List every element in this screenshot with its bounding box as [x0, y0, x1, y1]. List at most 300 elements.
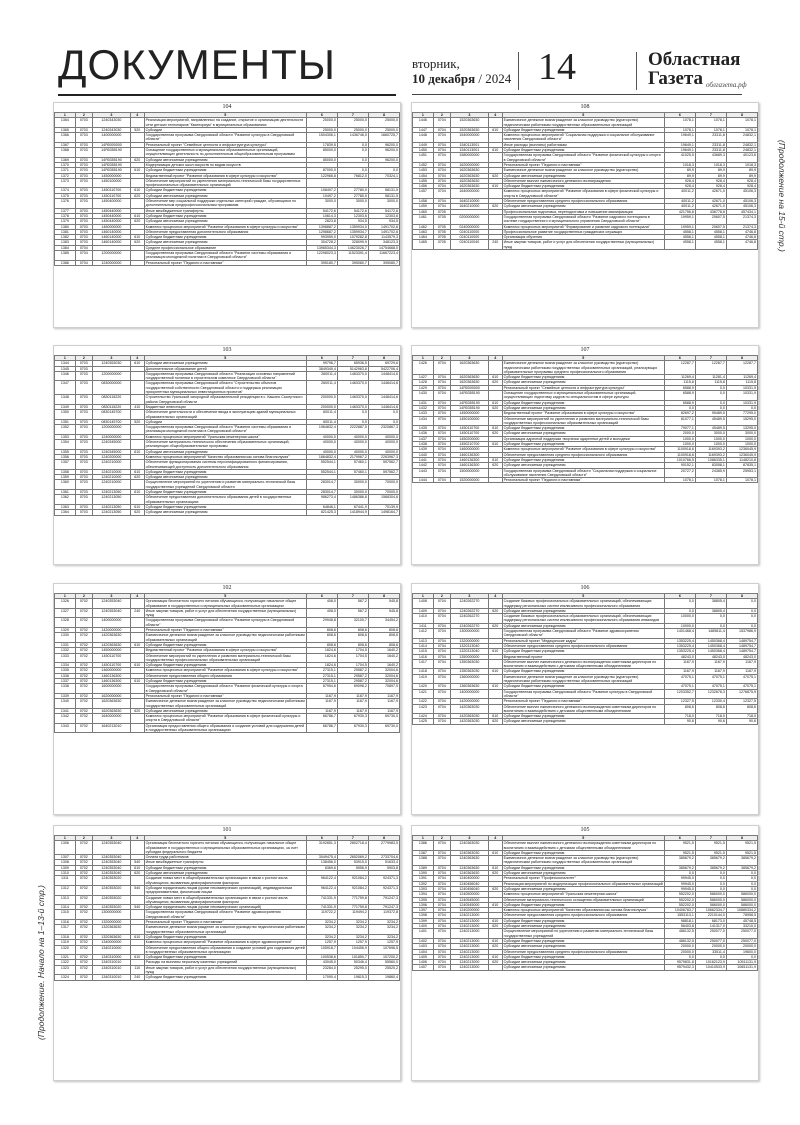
table-cell: 0703	[75, 361, 92, 366]
table-cell: 1000,0	[726, 442, 757, 447]
table-cell: 2179967,2	[337, 454, 368, 459]
table-cell: Субсидии автономным учреждениям	[144, 157, 306, 162]
table-cell: 1317	[55, 925, 76, 935]
table-cell: 1486386,8	[337, 495, 368, 505]
table-cell: 5422706,4	[368, 366, 399, 371]
table-cell: Субсидии бюджетным учреждениям	[144, 663, 306, 668]
table-cell: 108497,2	[306, 188, 337, 193]
table-cell: 42671,0	[695, 189, 726, 199]
table-cell: 0,0	[695, 886, 726, 891]
table-cell: 1200000000	[92, 371, 130, 381]
table-cell: 1430	[413, 391, 434, 401]
table-cell: 1240345000	[92, 440, 130, 450]
table-cell: 9521,5	[726, 850, 757, 855]
table-cell: 3234,2	[337, 934, 368, 939]
table-cell: 0704	[433, 902, 450, 907]
table-cell: 718,0	[664, 714, 695, 719]
table-cell: 567,2	[337, 608, 368, 618]
column-number: 6	[306, 356, 337, 361]
table-cell: Иные расходы (выплаты) работникам	[502, 142, 664, 147]
table-cell: 10000,0	[664, 614, 695, 624]
table-cell: 0704	[433, 436, 450, 441]
table-cell: 20000,0	[695, 944, 726, 949]
table-cell: 29948,8	[306, 618, 337, 628]
table-cell: 1372	[55, 173, 76, 178]
table-cell: 1333	[55, 653, 76, 663]
table-cell: 0702	[75, 708, 92, 713]
column-number: 2	[75, 836, 92, 841]
table-cell: 40011,2	[664, 199, 695, 204]
table-cell: Государственная программа Свердловской области "Развитие здравоохранения Свердловской области"	[144, 910, 306, 920]
table-cell: Субсидии автономным учреждениям	[144, 475, 306, 480]
table-cell: 87000,0	[306, 168, 337, 173]
table-cell: 23311,8	[695, 142, 726, 147]
table-cell: 29587,2	[337, 679, 368, 684]
table-cell: 2000,0	[664, 431, 695, 436]
table-cell: Обеспечение предоставления среднего профессионального образования	[502, 199, 664, 204]
table-cell: 0704	[433, 133, 450, 143]
table-cell: 10331,9	[726, 391, 757, 401]
table-cell: 1373	[55, 178, 76, 188]
table-cell: 1369	[55, 157, 76, 162]
table-cell: 1169393,2	[695, 452, 726, 457]
table-cell: 10410533,9	[695, 965, 726, 970]
table-cell: Обеспечение предоставления среднего профессионального образования	[502, 913, 664, 918]
table-cell: Региональный проект "Семейные ценности и инфраструктура культуры"	[502, 385, 664, 390]
table-cell: 0702	[75, 841, 92, 855]
table-cell: Бюджетные инвестиции	[144, 404, 306, 409]
table-cell: 38805,4	[695, 608, 726, 613]
table-cell: 0704	[433, 127, 450, 132]
table-cell: 0,0	[695, 881, 726, 886]
table-cell: 79077,1	[664, 426, 695, 431]
table-cell: 10406783,7	[664, 908, 695, 913]
table-cell: 385679,2	[726, 856, 757, 866]
table-cell: 25000,0	[368, 118, 399, 128]
table-cell: 1409	[413, 608, 434, 613]
table-cell: 0702	[75, 855, 92, 860]
table-cell: 928,4	[695, 178, 726, 183]
table-cell: 0,0	[695, 876, 726, 881]
table-cell	[130, 945, 144, 955]
table-cell: Обеспечение функционирования системы персонифицированного финансирования, обеспечивающей доступность дополнительного образования	[144, 460, 306, 470]
table-cell: 1450110700	[450, 431, 488, 436]
table-cell: 1329	[55, 628, 76, 633]
table-cell	[130, 653, 144, 663]
table-cell	[130, 618, 144, 628]
table-cell: 1276875,9	[726, 689, 757, 699]
table-cell: 14Я0355190	[92, 162, 130, 167]
table-cell: 1078,1	[726, 118, 757, 128]
table-cell: 808,6	[664, 704, 695, 714]
table-cell: 20607,5	[695, 214, 726, 224]
table-row	[413, 856, 758, 866]
column-number: 8	[368, 356, 399, 361]
table-cell: 10614,3	[306, 213, 337, 218]
table-cell: Субсидии бюджетным учреждениям	[502, 954, 664, 959]
table-cell: 1115,8	[695, 380, 726, 385]
table-cell: 620	[488, 623, 502, 628]
table-cell: 0704	[433, 162, 450, 167]
column-number: 1	[55, 113, 76, 118]
table-cell: 1200000000	[92, 251, 130, 261]
column-number: 4	[130, 836, 144, 841]
table-cell: 0703	[75, 395, 92, 405]
table-cell: Обеспечение мероприятий по укреплению материально-технической базы государственных профессиональных образовательных организаций	[144, 178, 306, 188]
table-cell: 1540000000	[450, 133, 488, 143]
table-cell: Субсидии автономным учреждениям	[502, 719, 664, 724]
table-cell	[488, 614, 502, 624]
table-cell: 0,0	[664, 871, 695, 876]
table-cell: 0703	[75, 224, 92, 229]
column-number: 3	[450, 836, 488, 841]
table-cell: 98818,1	[664, 918, 695, 923]
table-cell: Ежемесячное денежное вознаграждение за классное руководство педагогическим работникам государственных образовательных организаций	[145, 699, 305, 708]
table-cell: 1115,8	[726, 380, 757, 385]
table-cell: 552202,0	[664, 892, 695, 897]
table-cell: 808,6	[337, 642, 368, 647]
table-cell: 1620363630	[450, 173, 488, 178]
table-cell	[130, 684, 144, 694]
table-cell: 1420363630	[92, 633, 130, 643]
table-cell: 0704	[433, 949, 450, 954]
table-row	[55, 381, 400, 395]
table-cell: 1018,3	[726, 162, 757, 167]
table-cell: 1316	[55, 920, 76, 925]
table-cell: 1450000000	[92, 648, 130, 653]
table-cell: 19649,1	[664, 148, 695, 153]
table-cell: 0704	[433, 426, 450, 431]
table-cell: Субсидии бюджетным учреждениям	[144, 865, 306, 870]
table-cell: 1398887,2	[306, 224, 337, 229]
column-number: 4	[488, 113, 502, 118]
column-number: 6	[306, 594, 337, 599]
table-cell: Строительство Уральской загородной образовательной резиденции в с. Кашино Сысертского района Свердловской области	[144, 395, 306, 405]
table-cell: 90,6	[695, 719, 726, 724]
table-cell: Обеспечение мер социальной поддержки отдельных категорий граждан, обучающихся по дополнительным предпрофессиональным программам	[144, 199, 306, 209]
table-cell: Субсидии бюджетным учреждениям	[502, 865, 664, 870]
brand-site: облгазета.рф	[706, 81, 747, 89]
table-cell: 0705	[433, 209, 450, 214]
table-cell: 11667223,4	[368, 251, 399, 261]
column-number: 8	[368, 836, 399, 841]
table-cell: 104456,9	[337, 945, 368, 955]
table-cell: 2222887,5	[337, 425, 368, 435]
table-cell: Обеспечение предоставления общего образования	[144, 673, 306, 678]
table-cell: 1240353020	[92, 876, 130, 886]
table-cell: 964122,4	[306, 876, 337, 886]
table-cell: 0704	[433, 876, 450, 881]
document-page	[411, 583, 759, 815]
table-cell: 1320000000	[92, 920, 130, 925]
table-row	[55, 118, 400, 128]
table-cell: 0,0	[726, 954, 757, 959]
table-cell: 0704	[433, 447, 450, 452]
table-cell	[488, 478, 502, 483]
table-row	[413, 689, 758, 699]
table-cell: 0703	[75, 148, 92, 158]
table-cell: 1167,9	[695, 659, 726, 669]
table-cell: 986273,4	[306, 495, 337, 505]
table-cell: 1240545000	[450, 902, 488, 907]
table-cell: Субсидии автономным учреждениям	[144, 510, 306, 515]
table-cell: 0702	[75, 599, 92, 609]
table-cell: 60011,4	[306, 410, 337, 420]
table-cell: 0702	[75, 673, 92, 678]
table-cell: 0703	[75, 229, 92, 234]
table-cell: 1426	[413, 361, 434, 375]
table-cell: 66786,7	[306, 723, 337, 733]
table-cell: 12287,7	[695, 361, 726, 375]
table-cell: 771759,8	[337, 895, 368, 905]
table-cell: 0702	[75, 975, 92, 980]
table-cell: 1403	[413, 944, 434, 949]
column-number: 1	[413, 836, 434, 841]
table-cell: 1620363630	[450, 361, 488, 375]
table-cell: 0702	[75, 920, 92, 925]
table-cell: Обеспечение выплат ежемесячного денежного вознаграждения советникам директоров по воспитанию и взаимодействию с детскими общественными объединениями	[502, 841, 664, 851]
table-cell: Обеспечение выплат ежемесячного денежного вознаграждения советникам директоров по воспитанию и взаимодействию с детскими общественными объединениями	[502, 704, 664, 714]
column-number: 5	[502, 356, 664, 361]
table-cell: 1328	[55, 618, 76, 628]
table-cell: 1000,0	[664, 442, 695, 447]
table-cell: Профессиональная подготовка, переподготовка и повышение квалификации	[502, 209, 664, 214]
table-cell: 0702	[75, 714, 92, 724]
table-cell: 12303,6	[337, 213, 368, 218]
table-cell: Государственная программа Свердловской области "Развитие физической культуры и спорта в Свердловской области"	[144, 684, 306, 694]
table-cell: 69730,0	[368, 723, 399, 733]
table-cell: Субсидии автономным учреждениям	[502, 463, 664, 468]
table-cell: Организация адресной поддержки творчески одаренных детей и молодежи	[502, 436, 664, 441]
table-cell: 1429	[413, 385, 434, 390]
table-cell: 0703	[75, 495, 92, 505]
table-cell: 87835,1	[726, 463, 757, 468]
table-cell: 1240353040	[92, 855, 130, 860]
table-cell: 620	[488, 719, 502, 724]
table-cell: 540	[130, 905, 144, 910]
table-cell: Субсидии бюджетным учреждениям	[502, 938, 664, 943]
column-number: 1	[413, 113, 434, 118]
table-cell: Ежемесячное денежное вознаграждение за классное руководство (кураторство) педагогическим работникам государственных образовательных организаций	[502, 118, 664, 128]
table-cell: 1344	[55, 361, 76, 366]
table-cell: Субсидии бюджетным учреждениям	[502, 442, 664, 447]
table-cell: 1640210000	[450, 199, 488, 204]
table-cell: 4558,1	[664, 235, 695, 240]
table-cell: 0704	[433, 623, 450, 628]
table-cell: 1394	[413, 892, 434, 897]
table-cell: 1420000000	[450, 699, 488, 704]
table-cell: Обеспечение мероприятий по укреплению и развитию материально-технической базы государственных профессиональных образовательных организаций	[502, 416, 664, 426]
table-cell: 1240213000	[450, 960, 488, 965]
table-cell: 620	[488, 886, 502, 891]
table-cell: 1078,1	[664, 118, 695, 128]
table-cell: 0704	[433, 204, 450, 209]
table-cell: 1498164,7	[368, 510, 399, 515]
table-cell: 69098,2	[337, 684, 368, 694]
table-cell: 1375	[55, 193, 76, 198]
table-row	[55, 178, 400, 188]
table-cell: 40000,0	[368, 440, 399, 450]
table-row	[413, 240, 758, 250]
table-cell: 808,6	[368, 633, 399, 643]
table-cell: 610	[130, 168, 144, 173]
table-cell: 1318	[55, 934, 76, 939]
table-cell: 20607,5	[695, 224, 726, 229]
table-cell: 808,6	[337, 628, 368, 633]
table-cell: 0240110000	[450, 235, 488, 240]
table-cell: Субсидии бюджетным учреждениям	[502, 902, 664, 907]
table-cell: 586000,0	[726, 892, 757, 897]
table-cell: 1167,9	[664, 669, 695, 674]
table-cell: 0703	[75, 425, 92, 435]
table-cell: 0703	[75, 188, 92, 193]
table-cell: 0704	[433, 643, 450, 648]
table-cell: 1306	[55, 841, 76, 855]
table-cell: 40011,2	[664, 204, 695, 209]
table-cell: 0703	[75, 504, 92, 509]
table-cell: 1600000000	[92, 684, 130, 694]
table-cell: Ежемесячное денежное вознаграждение за классное руководство педагогическим работникам государственных образовательных организаций	[145, 925, 305, 934]
table-cell: 14Я0355190	[450, 405, 488, 410]
table-cell: Субсидии бюджетным учреждениям	[502, 850, 664, 855]
table-cell: 610	[130, 955, 144, 960]
table-cell: 1240213050	[92, 490, 130, 495]
table-cell: 1435	[413, 426, 434, 431]
table-cell: 25520,2	[368, 965, 399, 975]
table-cell: 0705	[433, 224, 450, 229]
table-cell: 808,6	[306, 628, 337, 633]
table-cell: 0704	[433, 638, 450, 643]
table-cell: 620	[130, 475, 144, 480]
table-cell: 1452	[413, 162, 434, 167]
table-cell: 0704	[433, 142, 450, 147]
table-cell: 29587,2	[337, 673, 368, 678]
table-cell: 620	[488, 380, 502, 385]
table-cell: 1399	[413, 918, 434, 923]
table-cell: 1240210000	[92, 480, 130, 490]
table-cell: 27315,1	[306, 679, 337, 684]
table-cell: 1382	[55, 235, 76, 240]
table-cell	[130, 178, 144, 188]
table-cell: 0,0	[695, 385, 726, 390]
table-cell: 4558,1	[664, 240, 695, 250]
table-cell: 0702	[75, 965, 92, 975]
table-cell: 0704	[433, 684, 450, 689]
table-cell: 99945,0	[664, 876, 695, 881]
table-cell: 45748,5	[726, 918, 757, 923]
table-cell: 1348	[55, 395, 76, 405]
table-cell: 89,9	[695, 173, 726, 178]
table-cell: 1404	[413, 949, 434, 954]
table-cell: 0703	[75, 475, 92, 480]
table-cell: 1397	[413, 908, 434, 913]
table-cell: 0702	[75, 955, 92, 960]
table-cell: 1448414,6	[368, 371, 399, 381]
table-cell: 69730,0	[368, 714, 399, 724]
table-cell: 47075,1	[726, 684, 757, 689]
table-cell: 250077,0	[695, 938, 726, 943]
table-row	[413, 841, 758, 851]
table-row	[55, 608, 400, 618]
table-cell: 19860,4	[368, 975, 399, 980]
table-cell: 552202,0	[664, 897, 695, 902]
table-cell: 54172,6	[306, 208, 337, 213]
table-cell: 96200,0	[368, 148, 399, 158]
table-cell: 1405	[413, 954, 434, 959]
table-cell: Субсидии бюджетным учреждениям	[502, 375, 664, 380]
table-cell: 1431	[413, 400, 434, 405]
table-cell: 19959,1	[664, 224, 695, 229]
table-cell: 40000,0	[306, 449, 337, 454]
table-cell: 486132,5	[664, 929, 695, 939]
table-cell: Модернизация детских школ искусств по видам искусств	[144, 162, 306, 167]
table-cell: 0240110040	[450, 240, 488, 250]
table-cell: 21374,3	[726, 214, 757, 224]
table-row	[55, 480, 400, 490]
table-cell: 10331,9	[726, 385, 757, 390]
table-cell: 610	[488, 426, 502, 431]
table-cell: 45106,3	[726, 204, 757, 209]
table-cell: 0,0	[695, 871, 726, 876]
table-cell: 14Я0355190	[92, 157, 130, 162]
table-cell: 1450100000	[92, 178, 130, 188]
table-cell	[130, 495, 144, 505]
table-cell	[488, 856, 502, 866]
table-cell: 0704	[433, 938, 450, 943]
table-cell: 1458	[413, 199, 434, 204]
table-cell: 1393	[413, 886, 434, 891]
table-cell: 0704	[433, 944, 450, 949]
table-cell	[130, 876, 144, 886]
table-cell: Субсидии автономным учреждениям	[502, 608, 664, 613]
table-cell: 200000,0	[306, 395, 337, 405]
table-cell: 1240400000	[450, 876, 488, 881]
table-cell: 1236045,9	[726, 452, 757, 457]
table-cell: 4558,1	[695, 240, 726, 250]
column-number: 7	[337, 836, 368, 841]
table-cell: 96200,0	[368, 142, 399, 147]
table-cell: Комплекс процессных мероприятий "Развитие образования в сфере культуры и искусства"	[144, 668, 306, 673]
table-cell	[488, 118, 502, 128]
table-cell: 1447	[413, 127, 434, 132]
table-cell: 1240262270	[450, 623, 488, 628]
table-cell: 1640000000	[92, 714, 130, 724]
table-cell: 0702	[75, 653, 92, 663]
table-cell: Субсидии автономным учреждениям	[502, 173, 664, 178]
table-cell: 0703	[75, 434, 92, 439]
table-cell: 1520000000	[450, 478, 488, 483]
table-cell: 68173,0	[695, 918, 726, 923]
table-cell: 11281,4	[695, 375, 726, 380]
table-cell: 24832,1	[726, 142, 757, 147]
table-cell: 924371,3	[368, 885, 399, 895]
column-number: 8	[726, 594, 757, 599]
table-cell: 0703	[75, 235, 92, 240]
table-cell: 1460136300	[450, 463, 488, 468]
table-cell: 45489,5	[695, 416, 726, 426]
table-cell: 597562,7	[368, 460, 399, 470]
table-cell: 1864832,4	[306, 454, 337, 459]
column-number: 6	[664, 594, 695, 599]
table-cell: 791247,3	[368, 905, 399, 910]
table-cell: 1374	[55, 188, 76, 193]
table-cell: 0703	[75, 193, 92, 198]
table-cell: 610	[488, 649, 502, 654]
table-cell: 40000,0	[368, 449, 399, 454]
table-cell: 1000,0	[695, 442, 726, 447]
column-number: 5	[502, 594, 664, 599]
table-row	[413, 361, 758, 375]
